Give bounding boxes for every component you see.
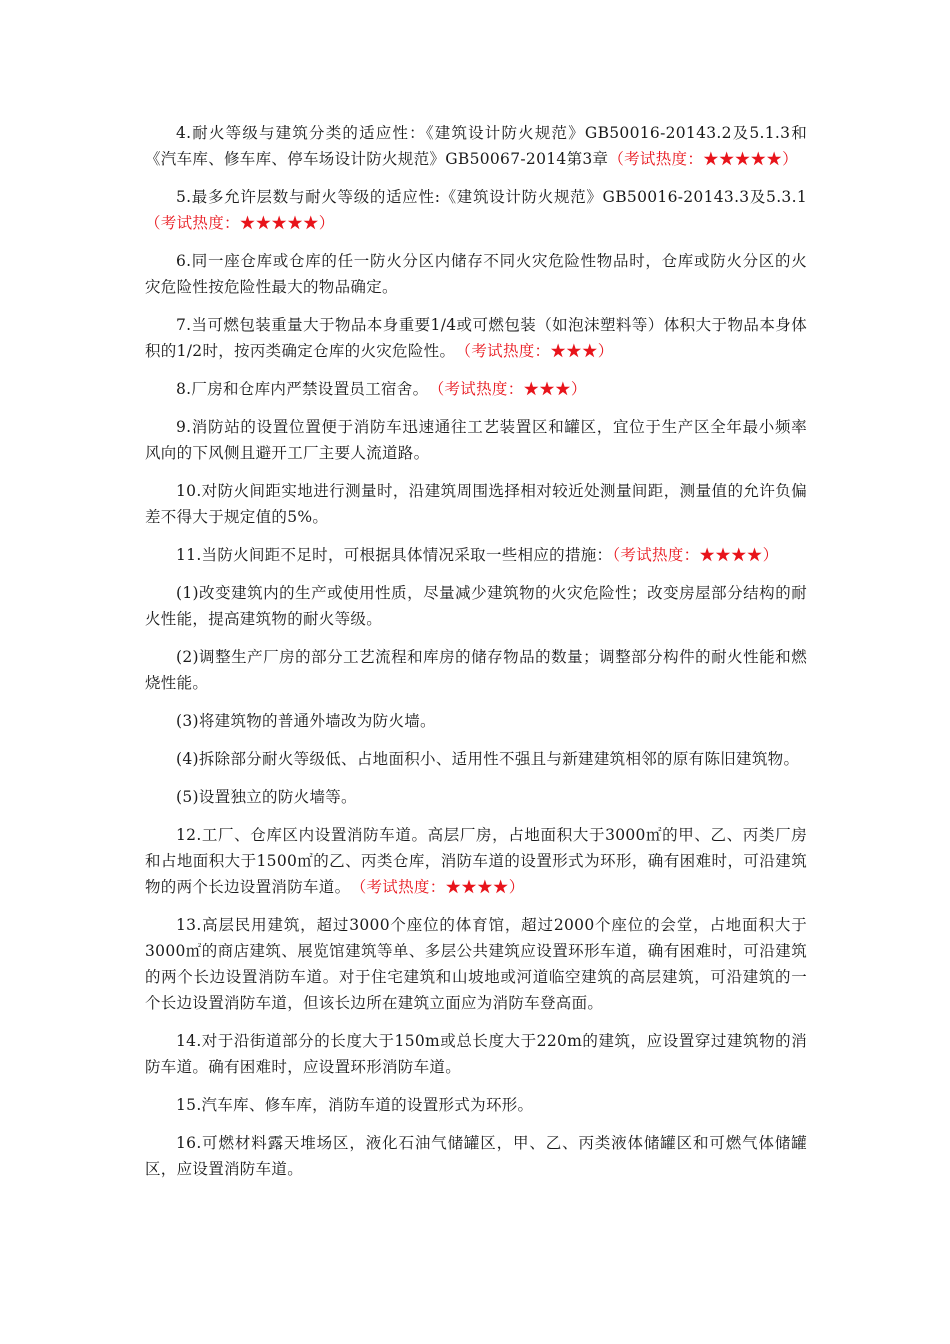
paragraph-text: 8.厂房和仓库内严禁设置员工宿舍。 [176,380,437,398]
paragraph-text: (1)改变建筑内的生产或使用性质，尽量减少建筑物的火灾危险性；改变房屋部分结构的耐火性能，提高建筑物的耐火等级。 [145,584,807,628]
paragraph-13 [145,912,807,1016]
paragraph-text: (2)调整生产厂房的部分工艺流程和库房的储存物品的数量；调整部分构件的耐火性能和燃烧性能。 [145,648,807,692]
paragraph-6 [145,248,807,300]
paragraph-text: 6.同一座仓库或仓库的任一防火分区内储存不同火灾危险性物品时，仓库或防火分区的火灾危险性按危险性最大的物品确定。 [145,252,807,296]
paragraph-text: 7.当可燃包装重量大于物品本身重要1/4或可燃包装（如泡沫塑料等）体积大于物品本身体积的1/2时，按丙类确定仓库的火灾危险性。 [145,316,807,360]
paragraph-4 [145,120,807,172]
paragraph-text: 15.汽车库、修车库，消防车道的设置形式为环形。 [176,1096,534,1114]
measure-item-5 [145,784,807,810]
paragraph-10 [145,478,807,530]
paragraph-text: 9.消防站的设置位置便于消防车迅速通往工艺装置区和罐区，宜位于生产区全年最小频率风向的下风侧且避开工厂主要人流道路。 [145,418,807,462]
paragraph-text: 16.可燃材料露天堆场区，液化石油气储罐区，甲、乙、丙类液体储罐区和可燃气体储罐区，应设置消防车道。 [145,1134,807,1178]
exam-heat-rating: （考试热度：★★★） [436,380,587,398]
paragraph-text: 4.耐火等级与建筑分类的适应性：《建筑设计防火规范》GB50016-20143.2及5.1.3和《汽车库、修车库、停车场设计防火规范》GB50067-2014第3章 [145,124,807,168]
paragraph-16 [145,1130,807,1182]
paragraph-9 [145,414,807,466]
measure-item-1 [145,580,807,632]
paragraph-15 [145,1092,807,1118]
exam-heat-rating: （考试热度：★★★★★） [608,150,798,168]
exam-heat-rating: （考试热度：★★★★） [612,546,779,564]
paragraph-text: 12.工厂、仓库区内设置消防车道。高层厂房，占地面积大于3000㎡的甲、乙、丙类厂房和占地面积大于1500㎡的乙、丙类仓库，消防车道的设置形式为环形，确有困难时，可沿建筑物的两个长边设置消防车道。 [145,826,807,896]
measure-item-3 [145,708,807,734]
paragraph-text: 11.当防火间距不足时，可根据具体情况采取一些相应的措施： [176,546,613,564]
paragraph-text: (4)拆除部分耐火等级低、占地面积小、适用性不强且与新建建筑相邻的原有陈旧建筑物。 [176,750,800,768]
paragraph-text: 5.最多允许层数与耐火等级的适应性:《建筑设计防火规范》GB50016-20143.3及5.3.1 [176,188,807,206]
paragraph-14 [145,1028,807,1080]
paragraph-text: 13.高层民用建筑，超过3000个座位的体育馆，超过2000个座位的会堂，占地面积大于3000㎡的商店建筑、展览馆建筑等单、多层公共建筑应设置环形车道，确有困难时，可沿建筑的两个长边设置消防车道。对于住宅建筑和山坡地或河道临空建筑的高层建筑，可沿建筑的一个长边设置消防车道，但该长边所在建筑立面应为消防车登高面。 [145,916,807,1012]
paragraph-text: 14.对于沿街道部分的长度大于150m或总长度大于220m的建筑，应设置穿过建筑物的消防车道。确有困难时，应设置环形消防车道。 [145,1032,807,1076]
exam-heat-rating: （考试热度：★★★★） [358,878,525,896]
paragraph-text: (3)将建筑物的普通外墙改为防火墙。 [176,712,436,730]
exam-heat-rating: （考试热度：★★★） [463,342,614,360]
paragraph-7 [145,312,807,364]
paragraph-5 [145,184,807,236]
paragraph-text: 10.对防火间距实地进行测量时，沿建筑周围选择相对较近处测量间距，测量值的允许负偏差不得大于规定值的5%。 [145,482,807,526]
exam-heat-rating: （考试热度：★★★★★） [145,214,335,232]
paragraph-11 [145,542,807,568]
paragraph-12 [145,822,807,900]
paragraph-text: (5)设置独立的防火墙等。 [176,788,357,806]
measure-item-2 [145,644,807,696]
document-body [145,120,807,1194]
measure-item-4 [145,746,807,772]
paragraph-8 [145,376,807,402]
